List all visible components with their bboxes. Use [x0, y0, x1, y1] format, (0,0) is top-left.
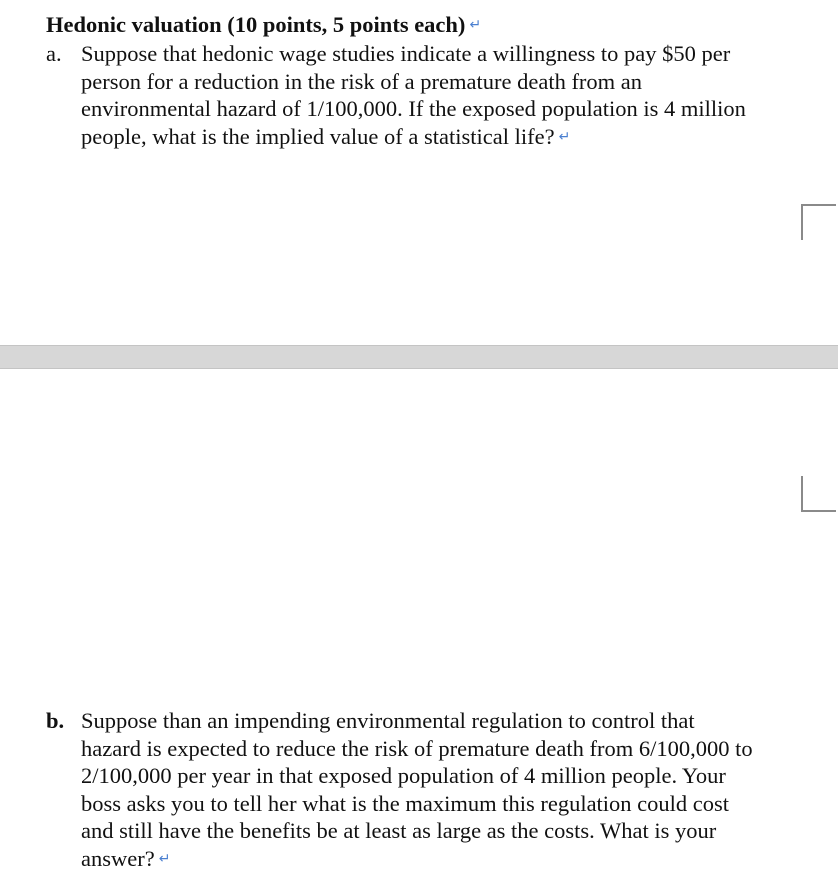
question-b-line-last: [81, 845, 806, 877]
question-b-line: boss asks you to tell her what is the maximum this regulation could cost: [81, 790, 730, 816]
question-a-text: [81, 40, 806, 154]
question-b-line: and still have the benefits be at least as large as the costs. What is your: [81, 818, 717, 843]
question-a-line: Suppose that hedonic wage studies indicate a willingness to pay $50 per: [81, 41, 731, 66]
question-a-line: person for a reduction in the risk of a premature death from an: [81, 68, 643, 94]
paragraph-mark-icon: ↵: [558, 128, 571, 145]
question-a-line-last: [81, 123, 806, 155]
question-a: [46, 40, 806, 154]
question-b-line: hazard is expected to reduce the risk of premature death from 6/100,000 to: [81, 735, 753, 761]
section-heading: [46, 11, 481, 42]
question-a-line: environmental hazard of 1/100,000. If the exposed population is 4 million: [81, 96, 746, 121]
paragraph-mark-icon: ↵: [469, 17, 482, 33]
question-b-line: answer?: [81, 845, 155, 871]
crop-mark-bottom-icon: [801, 476, 836, 512]
question-b-text: [81, 707, 806, 876]
question-a-marker: a.: [46, 41, 62, 66]
paragraph-mark-icon: ↵: [158, 850, 171, 867]
question-b-line: 2/100,000 per year in that exposed population of 4 million people. Your: [81, 763, 726, 788]
crop-mark-top-icon: [801, 204, 836, 240]
question-b-marker: b.: [46, 708, 65, 733]
question-a-line: people, what is the implied value of a statistical life?: [81, 123, 555, 149]
heading-text: Hedonic valuation (10 points, 5 points each): [46, 12, 466, 37]
question-b-line: Suppose than an impending environmental regulation to control that: [81, 708, 695, 733]
page-break-divider: [0, 345, 838, 369]
question-b: [46, 707, 806, 876]
